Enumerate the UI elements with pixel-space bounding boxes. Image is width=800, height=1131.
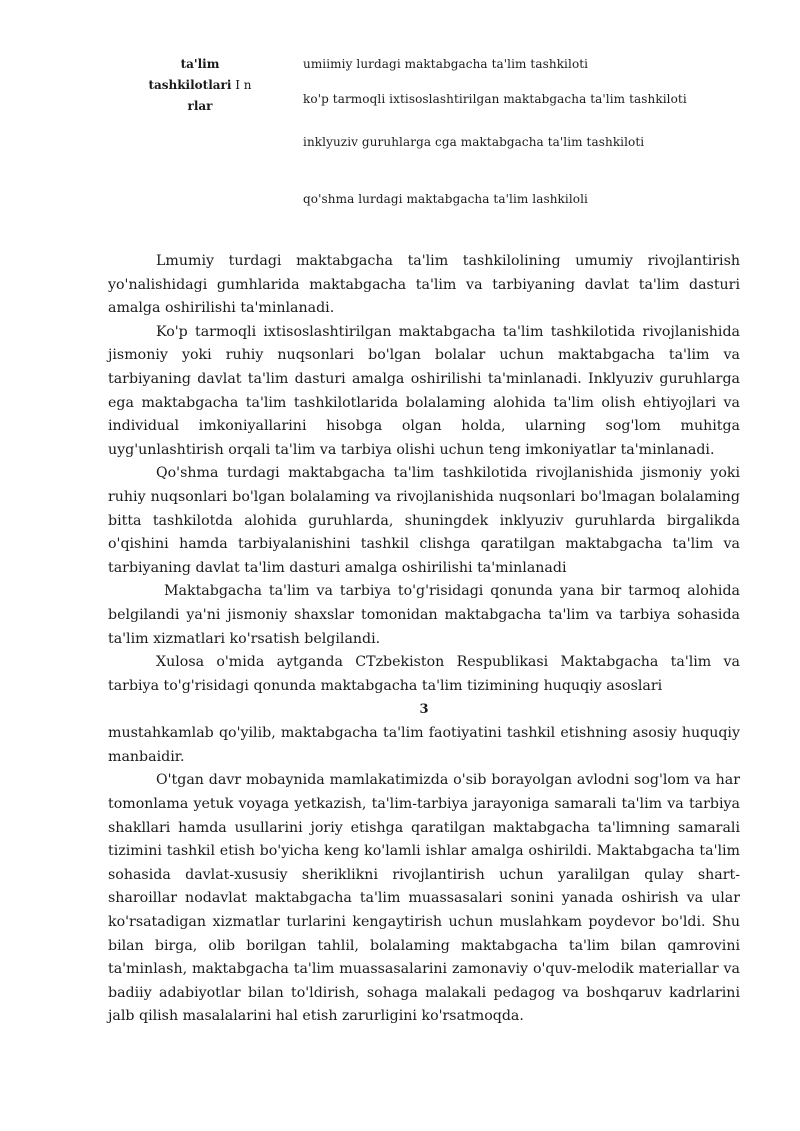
document-body <box>108 250 740 1029</box>
header-category-label <box>140 54 260 117</box>
paragraph-combined-type: Qo'shma turdagi maktabgacha ta'lim tashkilotida rivojlanishida jismoniy yoki ruhiy nuqsonlari bo'lgan bolalaming va rivojlanishida nuqsonlari bo'lmagan bolalaming bitta tashkilotda alohida guruhlarda, shuningdek inklyuziv guruhlarda birgalikda o'qishini hamda tarbiyalanishini tashkil clishga qaratilgan maktabgacha ta'lim va tarbiyaning davlat ta'lim dasturi amalga oshirilishi ta'minlanadi <box>108 465 740 576</box>
header-item-general: umiimiy lurdagi maktabgacha ta'lim tashkiloti <box>303 57 589 71</box>
paragraph-general-type: Lmumiy turdagi maktabgacha ta'lim tashkilolining umumiy rivojlantirish yo'nalishidagi gumhlarida maktabgacha ta'lim va tarbiyaning davlat ta'lim dasturi amalga oshirilishi ta'minlanadi. <box>108 253 740 317</box>
page-number: 3 <box>419 702 429 718</box>
header-label-line2-bold: tashkilotlari <box>148 78 232 92</box>
header-label-line2-rest: I n <box>231 78 252 92</box>
paragraph-multi-profile: Ko'p tarmoqli ixtisoslashtirilgan maktabgacha ta'lim tashkilotida rivojlanishida jismoniy yoki ruhiy nuqsonlari bo'lgan bolalar uchun maktabgacha ta'lim va tarbiyaning davlat ta'lim dasturi amalga oshirilishi ta'minlanadi. Inklyuziv guruhlarga ega maktabgacha ta'lim tashkilotlarida bolalaming alohida ta'lim olish ehtiyojlari va individual imkoniyallarini hisobga olgan holda, ularning sog'lom muhitga uyg'unlashtirish orqali ta'lim va tarbiya olishi uchun teng imkoniyatlar ta'minlanadi. <box>108 323 740 458</box>
paragraph-past-period: O'tgan davr mobaynida mamlakatimizda o'sib borayolgan avlodni sog'lom va har tomonlama yetuk voyaga yetkazish, ta'lim-tarbiya jarayoniga samarali ta'lim va tarbiya shakllari hamda usullarini joriy etishga qaratilgan maktabgacha ta'limning samarali tizimini tashkil etish bo'yicha keng ko'lamli ishlar amalga oshirildi. Maktabgacha ta'lim sohasida davlat-xususiy sheriklikni rivojlantirish uchun yaralilgan qulay shart-sharoillar nodavlat maktabgacha ta'lim muassasalari sonini yanada oshirish va ular ko'rsatadigan xizmatlar turlarini kengaytirish uchun muslahkam poydevor bo'ldi. Shu bilan birga, olib borilgan tahlil, bolalaming maktabgacha ta'lim bilan qamrovini ta'minlash, maktabgacha ta'lim muassasalarini zamonaviy o'quv-melodik materiallar va badiiy adabiyotlar bilan to'ldirish, sohaga malakali pedagog va boshqaruv kadrlarini jalb qilish masalalarini hal etish zarurligini ko'rsatmoqda. <box>108 772 740 1025</box>
header-item-combined: qo'shma lurdagi maktabgacha ta'lim lashkiloli <box>303 192 588 206</box>
header-item-multi-profile: ko'p tarmoqli ixtisoslashtirilgan maktabgacha ta'lim tashkiloti <box>303 92 687 106</box>
header-label-line3: rlar <box>187 99 213 113</box>
paragraph-continuation: mustahkamlab qo'yilib, maktabgacha ta'lim faotiyatini tashkil etishning asosiy huquqiy manbaidir. <box>108 725 740 765</box>
header-label-line2 <box>140 75 260 96</box>
header-item-inclusive: inklyuziv guruhlarga cga maktabgacha ta'lim tashkiloti <box>303 135 645 149</box>
paragraph-conclusion: Xulosa o'mida aytganda CTzbekiston Respublikasi Maktabgacha ta'lim va tarbiya to'g'risidagi qonunda maktabgacha ta'lim tizimining huquqiy asoslari <box>108 654 740 694</box>
header-label-line1: ta'lim <box>180 57 220 71</box>
paragraph-individuals: Maktabgacha ta'lim va tarbiya to'g'risidagi qonunda yana bir tarmoq alohida belgilandi ya'ni jismoniy shaxslar tomonidan maktabgacha ta'lim va tarbiya sohasida ta'lim xizmatlari ko'rsatish belgilandi. <box>108 583 740 647</box>
